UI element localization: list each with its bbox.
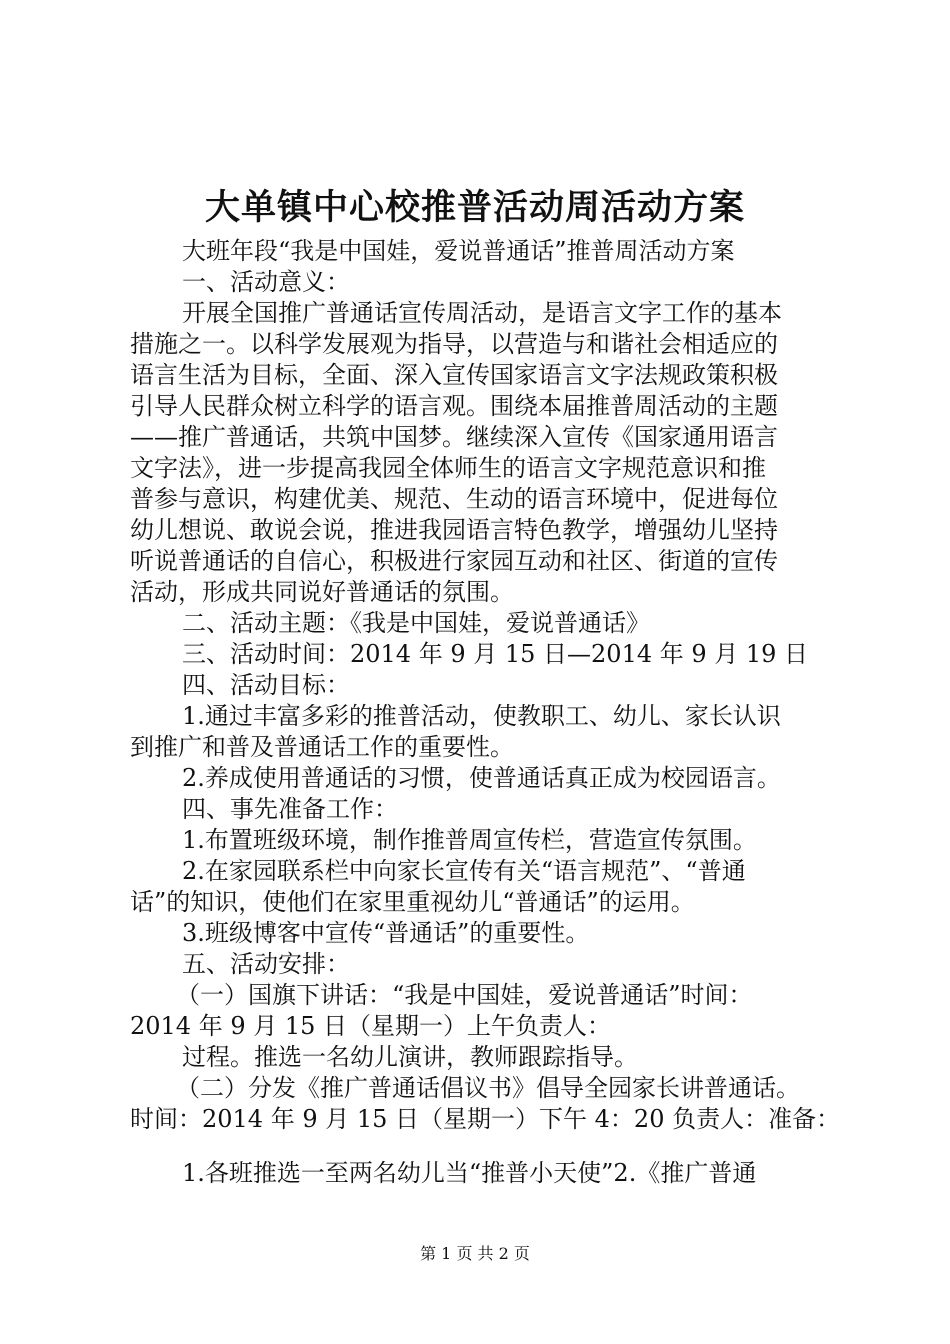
document-body — [130, 236, 840, 1189]
list-item-line: 到推广和普及普通话工作的重要性。 — [130, 733, 514, 761]
paragraph-line: （二）分发《推广普通话倡议书》倡导全园家长讲普通话。 — [176, 1074, 800, 1102]
list-item-line: 话”的知识，使他们在家里重视幼儿“普通话”的运用。 — [130, 888, 695, 916]
list-item-line: 1.通过丰富多彩的推普活动，使教职工、幼儿、家长认识 — [182, 702, 781, 730]
paragraph-line: 幼儿想说、敢说会说，推进我园语言特色教学，增强幼儿坚持 — [130, 516, 778, 544]
section-heading: 四、事先准备工作： — [182, 795, 398, 823]
subtitle-line: 大班年段“我是中国娃，爱说普通话”推普周活动方案 — [182, 237, 735, 265]
list-item-line: 2.养成使用普通话的习惯，使普通话真正成为校园语言。 — [182, 764, 781, 792]
paragraph-line: 文字法》，进一步提高我园全体师生的语言文字规范意识和推 — [130, 454, 766, 482]
blank-gap — [130, 1135, 840, 1158]
list-item-line: 3.班级博客中宣传“普通话”的重要性。 — [182, 919, 590, 947]
section-heading: 五、活动安排： — [182, 950, 350, 978]
list-item-line: 1.各班推选一至两名幼儿当“推普小天使”2.《推广普通 — [182, 1159, 757, 1187]
paragraph-line: 2014 年 9 月 15 日（星期一）上午负责人： — [130, 1012, 612, 1040]
paragraph-line: 普参与意识，构建优美、规范、生动的语言环境中，促进每位 — [130, 485, 778, 513]
section-heading: 一、活动意义： — [182, 268, 350, 296]
paragraph-line: 开展全国推广普通话宣传周活动，是语言文字工作的基本 — [182, 299, 782, 327]
document-title: 大单镇中心校推普活动周活动方案 — [204, 188, 745, 228]
paragraph-line: 措施之一。以科学发展观为指导，以营造与和谐社会相适应的 — [130, 330, 778, 358]
paragraph-line: 过程。推选一名幼儿演讲，教师跟踪指导。 — [182, 1043, 638, 1071]
page-footer: 第 1 页 共 2 页 — [420, 1244, 530, 1263]
section-heading: 三、活动时间：2014 年 9 月 15 日—2014 年 9 月 19 日 — [182, 640, 809, 668]
list-item-line: 2.在家园联系栏中向家长宣传有关“语言规范”、“普通 — [182, 857, 746, 885]
paragraph-line: 活动，形成共同说好普通话的氛围。 — [130, 578, 514, 606]
paragraph-line: 时间：2014 年 9 月 15 日（星期一）下午 4：20 负责人：准备： — [130, 1105, 841, 1133]
section-heading: 二、活动主题：《我是中国娃，爱说普通话》 — [182, 609, 650, 637]
paragraph-line: ——推广普通话，共筑中国梦。继续深入宣传《国家通用语言 — [130, 423, 778, 451]
section-heading: 四、活动目标： — [182, 671, 350, 699]
paragraph-line: 语言生活为目标，全面、深入宣传国家语言文字法规政策积极 — [130, 361, 778, 389]
list-item-line: 1.布置班级环境，制作推普周宣传栏，营造宣传氛围。 — [182, 826, 757, 854]
paragraph-line: 听说普通话的自信心，积极进行家园互动和社区、街道的宣传 — [130, 547, 778, 575]
paragraph-line: 引导人民群众树立科学的语言观。围绕本届推普周活动的主题 — [130, 392, 778, 420]
paragraph-line: （一）国旗下讲话：“我是中国娃，爱说普通话”时间： — [176, 981, 753, 1009]
